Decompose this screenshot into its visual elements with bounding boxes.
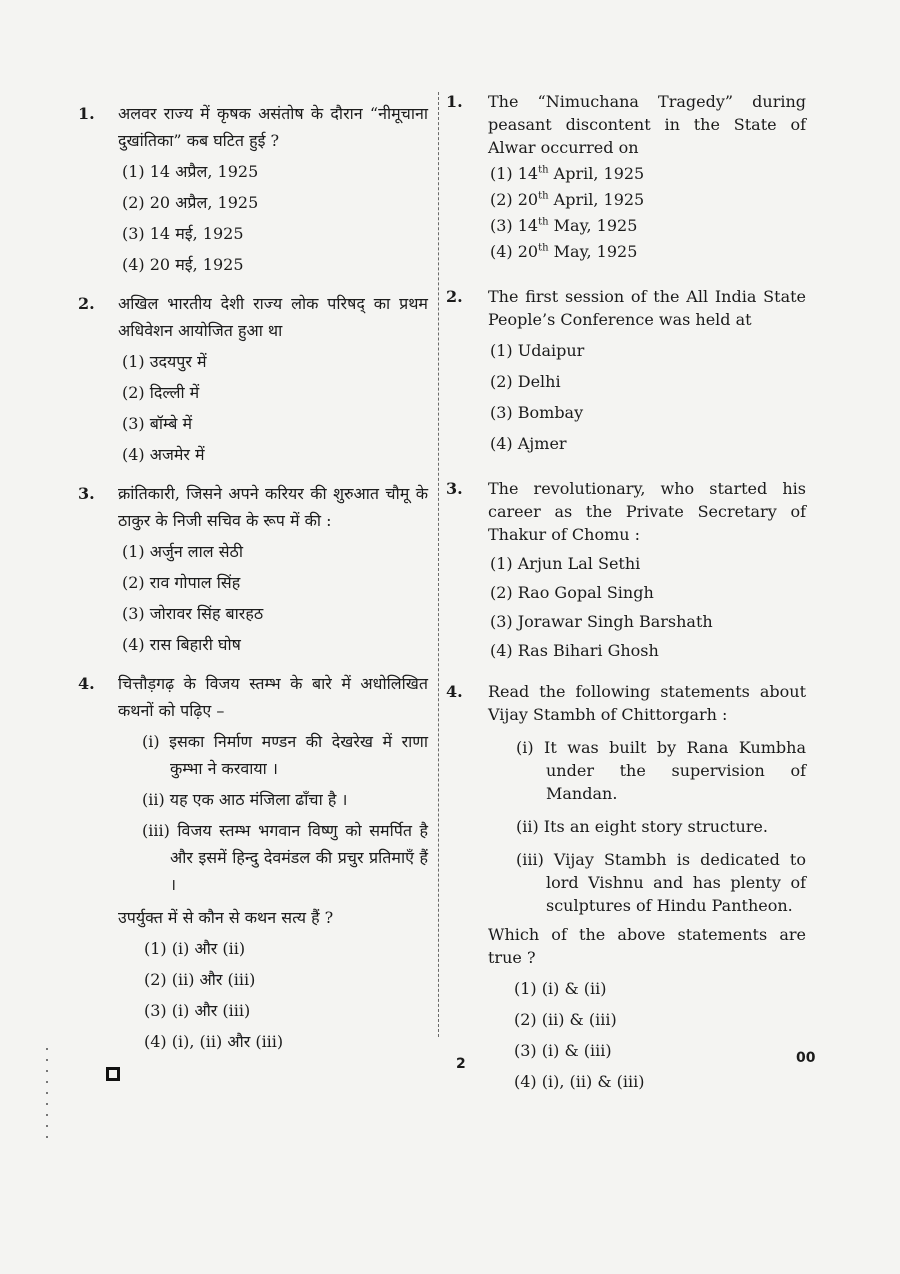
option-3: (3) 14th May, 1925 (490, 216, 638, 235)
question-1-english (446, 90, 806, 263)
statement-ii: (ii) Its an eight story structure. (516, 817, 768, 836)
option-1: (1) अर्जुन लाल सेठी (122, 542, 243, 561)
question-number: 1. (446, 92, 463, 111)
option-4: (4) (i), (ii) और (iii) (144, 1032, 284, 1051)
option-1: (1) (i) और (ii) (144, 939, 246, 958)
option-4: (4) Ajmer (490, 434, 567, 453)
option-4: (4) Ras Bihari Ghosh (490, 641, 659, 660)
question-ask: Which of the above statements are true ? (488, 925, 806, 967)
question-number: 4. (446, 682, 463, 701)
options-list (514, 977, 806, 1093)
option-3: (3) Bombay (490, 403, 584, 422)
option-1: (1) Arjun Lal Sethi (490, 554, 641, 573)
question-text: The first session of the All India State People’s Conference was held at (488, 287, 806, 329)
question-3-hindi (78, 480, 428, 658)
options-list (122, 348, 428, 468)
statement-iii: (iii) विजय स्तम्भ भगवान विष्णु को समर्पित है और इसमें हिन्दु देवमंडल की प्रचुर प्रतिमाएँ हैं । (142, 821, 428, 894)
option-2: (2) दिल्ली में (122, 383, 200, 402)
statements-list (118, 728, 428, 898)
question-2-english (446, 285, 806, 455)
question-number: 3. (78, 484, 95, 503)
options-list (122, 158, 428, 278)
question-number: 2. (78, 294, 95, 313)
square-marker-icon (106, 1067, 120, 1081)
option-1: (1) 14th April, 1925 (490, 164, 645, 183)
question-text: The “Nimuchana Tragedy” during peasant discontent in the State of Alwar occurred on (488, 92, 806, 157)
binding-dots (46, 1048, 48, 1138)
question-3-english (446, 477, 806, 662)
option-3: (3) Jorawar Singh Barshath (490, 612, 713, 631)
question-1-hindi (78, 100, 428, 278)
statement-i: (i) It was built by Rana Kumbha under the supervision of Mandan. (516, 738, 806, 803)
option-2: (2) (ii) & (iii) (514, 1010, 617, 1029)
question-number: 1. (78, 104, 95, 123)
question-text: अलवर राज्य में कृषक असंतोष के दौरान “नीमूचाना दुखांतिका” कब घटित हुई ? (118, 104, 428, 150)
statement-iii: (iii) Vijay Stambh is dedicated to lord Vishnu and has plenty of sculptures of Hindu Pantheon. (516, 850, 806, 915)
option-1: (1) उदयपुर में (122, 352, 207, 371)
column-divider (438, 92, 439, 1037)
question-ask: उपर्युक्त में से कौन से कथन सत्य हैं ? (118, 908, 334, 927)
question-4-hindi (78, 670, 428, 1055)
question-number: 2. (446, 287, 463, 306)
option-3: (3) जोरावर सिंह बारहठ (122, 604, 264, 623)
statement-ii: (ii) यह एक आठ मंजिला ढाँचा है । (142, 790, 348, 809)
page-number: 2 (456, 1056, 466, 1072)
options-list (144, 935, 428, 1055)
option-4: (4) रास बिहारी घोष (122, 635, 241, 654)
option-3: (3) 14 मई, 1925 (122, 224, 244, 243)
question-text: चित्तौड़गढ़ के विजय स्तम्भ के बारे में अधोलिखित कथनों को पढ़िए – (118, 674, 428, 720)
question-text: क्रांतिकारी, जिसने अपने करियर की शुरुआत चौमू के ठाकुर के निजी सचिव के रूप में की : (118, 484, 428, 530)
option-2: (2) राव गोपाल सिंह (122, 573, 241, 592)
question-number: 3. (446, 479, 463, 498)
statement-i: (i) इसका निर्माण मण्डन की देखरेख में राणा कुम्भा ने करवाया । (142, 732, 428, 778)
option-2: (2) 20 अप्रैल, 1925 (122, 193, 259, 212)
options-list (490, 552, 806, 662)
hindi-column (78, 100, 428, 1059)
option-4: (4) अजमेर में (122, 445, 205, 464)
question-text: अखिल भारतीय देशी राज्य लोक परिषद् का प्रथम अधिवेशन आयोजित हुआ था (118, 294, 428, 340)
question-text: The revolutionary, who started his career as the Private Secretary of Thakur of Chomu : (488, 479, 806, 544)
options-list (122, 538, 428, 658)
option-4: (4) 20th May, 1925 (490, 242, 638, 261)
option-3: (3) (i) और (iii) (144, 1001, 251, 1020)
english-column (446, 90, 806, 1096)
option-2: (2) (ii) और (iii) (144, 970, 256, 989)
statements-list (488, 736, 806, 917)
options-list (490, 162, 806, 263)
option-3: (3) बॉम्बे में (122, 414, 193, 433)
option-4: (4) (i), (ii) & (iii) (514, 1072, 645, 1091)
option-2: (2) Rao Gopal Singh (490, 583, 654, 602)
question-number: 4. (78, 674, 95, 693)
option-1: (1) 14 अप्रैल, 1925 (122, 162, 259, 181)
option-2: (2) Delhi (490, 372, 561, 391)
option-1: (1) (i) & (ii) (514, 979, 607, 998)
question-4-english (446, 680, 806, 1093)
option-1: (1) Udaipur (490, 341, 585, 360)
option-3: (3) (i) & (iii) (514, 1041, 612, 1060)
question-2-hindi (78, 290, 428, 468)
options-list (490, 339, 806, 455)
option-4: (4) 20 मई, 1925 (122, 255, 244, 274)
option-2: (2) 20th April, 1925 (490, 190, 645, 209)
question-text: Read the following statements about Vijay Stambh of Chittorgarh : (488, 682, 806, 724)
paper-code: 00 (796, 1050, 816, 1066)
